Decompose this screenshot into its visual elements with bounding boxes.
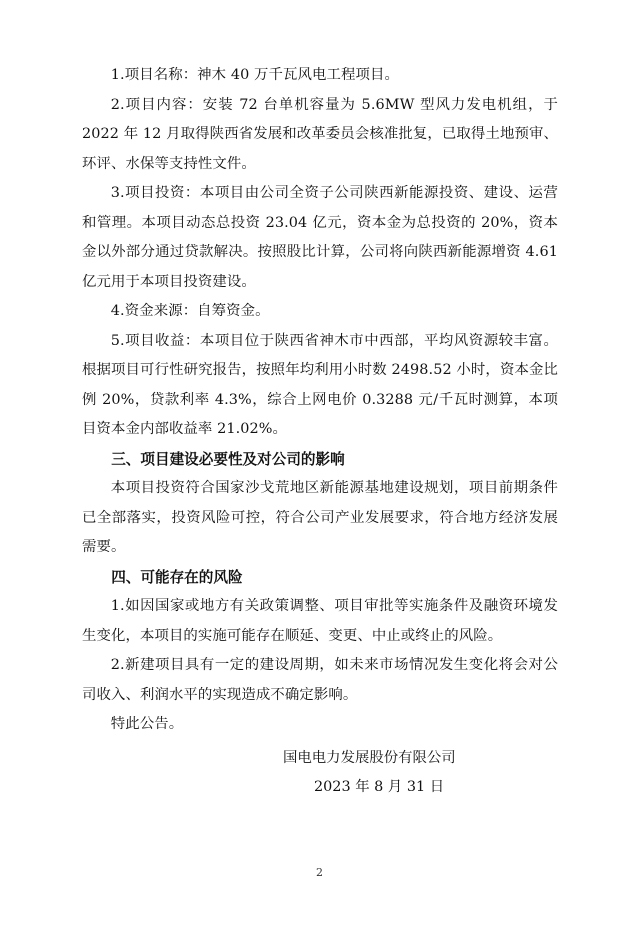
signature-date: 2023 年 8 月 31 日 xyxy=(314,779,445,795)
section-4-heading: 四、可能存在的风险 xyxy=(111,568,243,586)
signature-company: 国电电力发展股份有限公司 xyxy=(283,750,456,766)
section-3-heading: 三、项目建设必要性及对公司的影响 xyxy=(111,450,345,468)
project-name-paragraph: 1.项目名称：神木 40 万千瓦风电工程项目。 xyxy=(110,67,399,83)
project-investment-paragraph: 3.项目投资：本项目由公司全资子公司陕西新能源投资、建设、运营和管理。本项目动态总投资 23.04 亿元，资本金为总投资的 20%，资本金以外部分通过贷款解决。按照股比计算，公司将向陕西新能源增资 4.61 亿元用于本项目投资建设。 xyxy=(82,185,558,290)
project-return-paragraph: 5.项目收益：本项目位于陕西省神木市中西部，平均风资源较丰富。根据项目可行性研究报告，按照年均利用小时数 2498.52 小时，资本金比例 20%，贷款利率 4.3%，综合上网电价 0.3288 元/千瓦时测算，本项目资本金内部收益率 21.02%。 xyxy=(82,332,558,437)
funding-source-paragraph: 4.资金来源：自筹资金。 xyxy=(110,303,270,319)
section-3-body: 本项目投资符合国家沙戈荒地区新能源基地建设规划，项目前期条件已全部落实，投资风险可控，符合公司产业发展要求，符合地方经济发展需要。 xyxy=(82,480,558,555)
risk-item-1: 1.如因国家或地方有关政策调整、项目审批等实施条件及融资环境发生变化，本项目的实施可能存在顺延、变更、中止或终止的风险。 xyxy=(82,598,558,644)
document-body xyxy=(82,61,558,740)
project-content-paragraph: 2.项目内容：安装 72 台单机容量为 5.6MW 型风力发电机组，于 2022 年 12 月取得陕西省发展和改革委员会核准批复，已取得土地预审、环评、水保等支持性文件。 xyxy=(82,96,558,172)
risk-item-2: 2.新建项目具有一定的建设周期，如未来市场情况发生变化将会对公司收入、利润水平的实现造成不确定影响。 xyxy=(82,657,558,703)
page-number: 2 xyxy=(316,866,323,879)
signature-block xyxy=(0,744,639,804)
closing-statement: 特此公告。 xyxy=(110,716,184,732)
